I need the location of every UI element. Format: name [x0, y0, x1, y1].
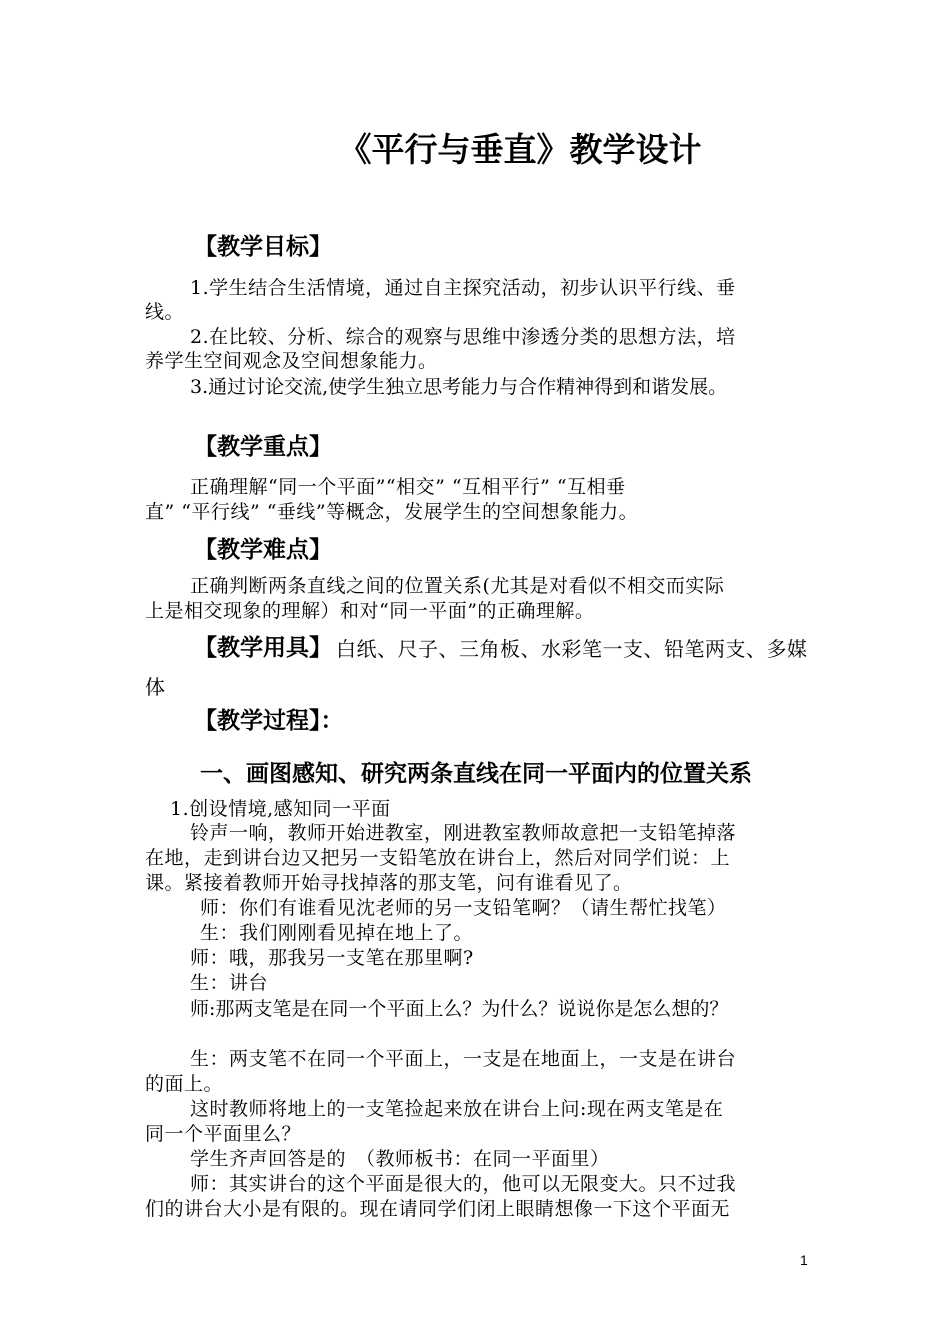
goal-1-line-2: 线。	[145, 301, 185, 323]
goal-2-line-1: 2.在比较、分析、综合的观察与思维中渗透分类的思想方法，培	[190, 326, 736, 348]
dialogue-student-2: 生：讲台	[190, 972, 269, 994]
page-number: 1	[800, 1252, 808, 1268]
document-title: 《平行与垂直》教学设计	[338, 130, 702, 169]
key-points-line-2: 直” “平行线” “垂线”等概念，发展学生的空间想象能力。	[145, 501, 639, 523]
key-points-line-1: 正确理解“同一个平面”“相交” “互相平行” “互相垂	[190, 476, 626, 498]
paragraph-1-line-3: 课。紧接着教师开始寻找掉落的那支笔，问有谁看见了。	[145, 872, 633, 894]
tools-line-2: 体	[145, 675, 166, 699]
section-1-item-1: 1.创设情境,感知同一平面	[170, 798, 391, 820]
student-response: 学生齐声回答是的 （教师板书：在同一平面里）	[190, 1148, 610, 1170]
dialogue-teacher-4-line-1: 师：其实讲台的这个平面是很大的，他可以无限变大。只不过我	[190, 1173, 737, 1195]
tools-text: 白纸、尺子、三角板、水彩笔一支、铅笔两支、多媒	[336, 637, 808, 661]
narration-line-2: 同一个平面里么？	[145, 1123, 302, 1145]
paragraph-1-line-1: 铃声一响，教师开始进教室，刚进教室教师故意把一支铅笔掉落	[190, 822, 737, 844]
goals-heading: 【教学目标】	[194, 234, 332, 260]
key-points-heading: 【教学重点】	[194, 434, 332, 460]
dialogue-student-1: 生：我们刚刚看见掉在地上了。	[200, 922, 474, 944]
tools-heading: 【教学用具】	[194, 635, 332, 661]
section-1-heading: 一、画图感知、研究两条直线在同一平面内的位置关系	[200, 761, 752, 787]
difficulties-heading: 【教学难点】	[194, 537, 332, 563]
dialogue-student-3-line-1: 生：两支笔不在同一个平面上，一支是在地面上，一支是在讲台	[190, 1048, 737, 1070]
dialogue-teacher-3: 师:那两支笔是在同一个平面上么？为什么？说说你是怎么想的？	[190, 998, 729, 1020]
dialogue-teacher-4-line-2: 们的讲台大小是有限的。现在请同学们闭上眼睛想像一下这个平面无	[145, 1198, 731, 1220]
dialogue-student-3-line-2: 的面上。	[145, 1073, 224, 1095]
difficulties-line-2: 上是相交现象的理解）和对“同一平面”的正确理解。	[145, 600, 595, 622]
paragraph-1-line-2: 在地，走到讲台边又把另一支铅笔放在讲台上，然后对同学们说：上	[145, 847, 731, 869]
goal-2-line-2: 养学生空间观念及空间想象能力。	[145, 350, 438, 372]
goal-3-line-1: 3.通过讨论交流,使学生独立思考能力与合作精神得到和谐发展。	[190, 376, 728, 398]
goal-1-line-1: 1.学生结合生活情境，通过自主探究活动，初步认识平行线、垂	[190, 277, 736, 299]
dialogue-teacher-1: 师：你们有谁看见沈老师的另一支铅笔啊？（请生帮忙找笔）	[200, 897, 727, 919]
process-heading: 【教学过程】：	[194, 708, 344, 734]
difficulties-line-1: 正确判断两条直线之间的位置关系(尤其是对看似不相交而实际	[190, 575, 725, 597]
dialogue-teacher-2: 师：哦，那我另一支笔在那里啊?	[190, 947, 474, 969]
narration-line-1: 这时教师将地上的一支笔捡起来放在讲台上问:现在两支笔是在	[190, 1098, 724, 1120]
